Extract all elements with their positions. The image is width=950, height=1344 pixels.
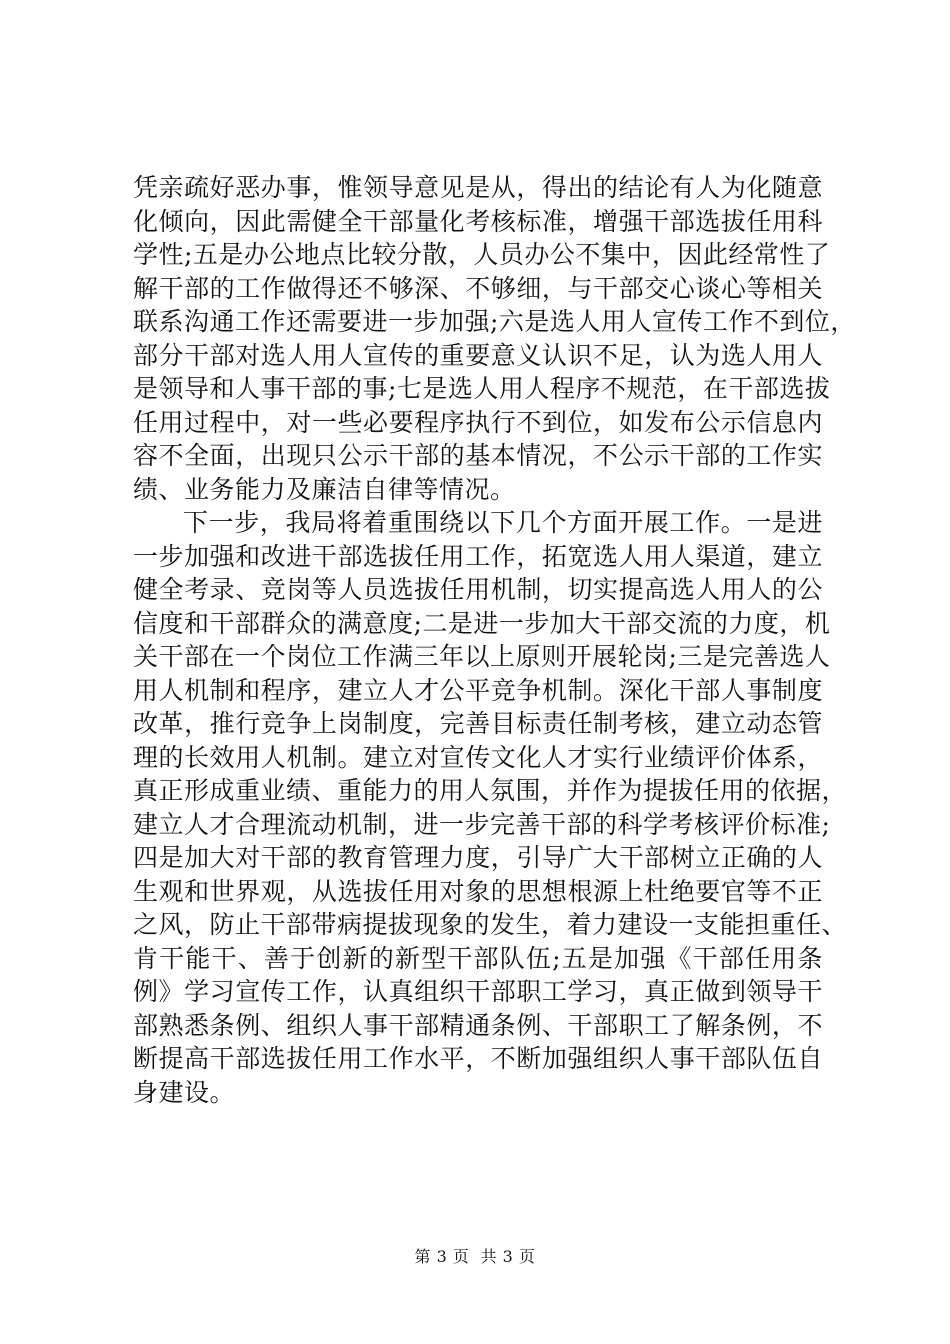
- text-line: 化倾向，因此需健全干部量化考核标准，增强干部选拔任用科: [133, 206, 823, 236]
- text-line: 任用过程中，对一些必要程序执行不到位，如发布公示信息内: [133, 407, 823, 437]
- text-line: 改革，推行竞争上岗制度，完善目标责任制考核，建立动态管: [133, 709, 823, 738]
- text-line: 信度和干部群众的满意度;二是进一步加大干部交流的力度，机: [133, 608, 831, 638]
- paragraph-1: [133, 171, 856, 506]
- text-line: 绩、业务能力及廉洁自律等情况。: [133, 474, 516, 504]
- text-line: 真正形成重业绩、重能力的用人氛围，并作为提拔任用的依据，: [133, 776, 848, 805]
- text-line: 四是加大对干部的教育管理力度，引导广大干部树立正确的人: [133, 843, 823, 872]
- text-line: 生观和世界观，从选拔任用对象的思想根源上杜绝要官等不正: [133, 876, 823, 906]
- text-line: 是领导和人事干部的事;七是选人用人程序不规范，在干部选拔: [133, 374, 831, 403]
- text-line: 容不全面，出现只公示干部的基本情况，不公示干部的工作实: [133, 441, 823, 470]
- text-line: 部分干部对选人用人宣传的重要意义认识不足，认为选人用人: [133, 340, 823, 370]
- paragraph-2: [133, 506, 848, 1109]
- page-number-footer: 第 3 页 共 3 页: [414, 1247, 536, 1266]
- text-line: 一步加强和改进干部选拔任用工作，拓宽选人用人渠道，建立: [133, 541, 823, 571]
- text-line: 之风，防止干部带病提拔现象的发生，着力建设一支能担重任、: [133, 910, 848, 939]
- text-line: 联系沟通工作还需要进一步加强;六是选人用人宣传工作不到位，: [133, 307, 856, 336]
- text-line: 下一步，我局将着重围绕以下几个方面开展工作。一是进: [183, 508, 823, 537]
- text-line: 用人机制和程序，建立人才公平竞争机制。深化干部人事制度: [133, 675, 823, 705]
- text-line: 凭亲疏好恶办事，惟领导意见是从，得出的结论有人为化随意: [133, 173, 823, 202]
- text-line: 关干部在一个岗位工作满三年以上原则开展轮岗;三是完善选人: [133, 642, 831, 671]
- text-line: 例》学习宣传工作，认真组织干部职工学习，真正做到领导干: [133, 977, 823, 1006]
- text-line: 解干部的工作做得还不够深、不够细，与干部交心谈心等相关: [133, 273, 823, 303]
- text-line: 肯干能干、善于创新的新型干部队伍;五是加强《干部任用条: [133, 943, 823, 973]
- text-line: 断提高干部选拔任用工作水平，不断加强组织人事干部队伍自: [133, 1044, 823, 1073]
- text-line: 学性;五是办公地点比较分散，人员办公不集中，因此经常性了: [133, 240, 831, 269]
- text-line: 理的长效用人机制。建立对宣传文化人才实行业绩评价体系，: [133, 742, 823, 772]
- text-line: 健全考录、竞岗等人员选拔任用机制，切实提高选人用人的公: [133, 575, 823, 604]
- text-line: 部熟悉条例、组织人事干部精通条例、干部职工了解条例，不: [133, 1010, 823, 1040]
- text-line: 建立人才合理流动机制，进一步完善干部的科学考核评价标准;: [133, 809, 831, 839]
- text-line: 身建设。: [133, 1077, 236, 1107]
- document-body: [133, 171, 856, 1109]
